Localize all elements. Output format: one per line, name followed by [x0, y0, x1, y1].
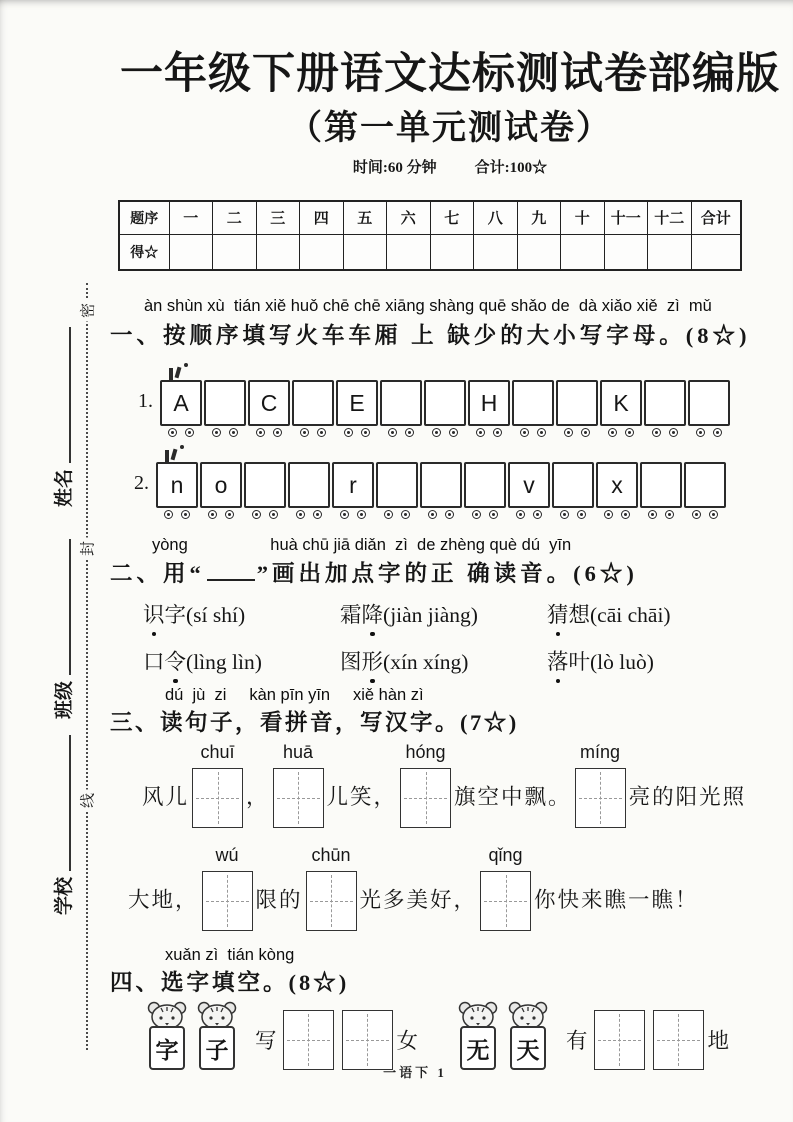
- wheel-icon: [181, 510, 190, 519]
- sentence-text: 旗空中飘。: [454, 785, 572, 809]
- dotted-char: 识: [143, 598, 165, 629]
- sentence-text: 大地，: [128, 888, 199, 912]
- car-letter: C: [260, 389, 278, 416]
- engine-chimney: [165, 450, 169, 463]
- q4-pinyin: xuǎn zì tián kòng: [165, 946, 295, 964]
- wheel-icon: [669, 428, 678, 437]
- letter-printed-box: [600, 380, 642, 426]
- sentence-text: 亮的阳光照: [628, 785, 747, 809]
- train-car: [332, 462, 374, 520]
- q3-title: 三、读句子，看拼音，写汉字。(7☆): [110, 710, 519, 735]
- train-car: [380, 380, 422, 438]
- train-car: [420, 462, 462, 520]
- class-input-line[interactable]: [69, 539, 71, 675]
- writing-grid[interactable]: [594, 1010, 645, 1070]
- engine-chimney: [169, 368, 173, 381]
- score-cell[interactable]: [474, 234, 518, 270]
- score-row-label: 得☆: [119, 234, 169, 270]
- wheel-icon: [168, 428, 177, 437]
- answer-box[interactable]: [192, 742, 243, 828]
- wheel-icon: [405, 428, 414, 437]
- item-post: 字(sí shí): [164, 603, 246, 627]
- item-pre: 图: [340, 650, 362, 674]
- car-wheels: [424, 428, 466, 438]
- q2-items: [143, 598, 671, 676]
- train-row-2: [134, 448, 726, 520]
- paper-main: [110, 0, 790, 1122]
- q3-line-2: [128, 845, 699, 931]
- box-pinyin: hóng: [405, 742, 446, 762]
- car-letter: E: [349, 389, 365, 416]
- q4-title: 四、选字填空。(8☆): [110, 970, 350, 995]
- writing-grid[interactable]: [202, 871, 253, 931]
- wheel-icon: [577, 510, 586, 519]
- q2-title-pre: 二、用“: [110, 561, 205, 586]
- train-cars: [160, 366, 730, 438]
- wheel-icon: [493, 428, 502, 437]
- wheel-icon: [533, 510, 542, 519]
- q1-title: 一、按顺序填写火车车厢 上 缺少的大小写字母。(8☆): [110, 323, 751, 348]
- score-cell[interactable]: [517, 234, 561, 270]
- car-wheels: [380, 428, 422, 438]
- seal-char-mi: 密: [77, 300, 98, 322]
- score-table-col-header: 十二: [648, 201, 692, 234]
- car-wheels: [332, 510, 374, 520]
- letter-printed-box: [156, 462, 198, 508]
- wheel-icon: [445, 510, 454, 519]
- wheel-icon: [581, 428, 590, 437]
- car-wheels: [468, 428, 510, 438]
- car-letter: x: [611, 471, 623, 498]
- class-label: 班级: [53, 680, 75, 719]
- wheel-icon: [625, 428, 634, 437]
- wheel-icon: [313, 510, 322, 519]
- seal-char-xian: 线: [77, 790, 98, 812]
- train-car: [464, 462, 506, 520]
- wheel-icon: [449, 428, 458, 437]
- score-table-col-header: 三: [256, 201, 300, 234]
- dotted-char: 落: [547, 645, 569, 676]
- car-wheels: [552, 510, 594, 520]
- score-cell[interactable]: [604, 234, 648, 270]
- score-cell[interactable]: [648, 234, 692, 270]
- sentence-text: 地: [707, 1029, 732, 1053]
- writing-grid[interactable]: [400, 768, 451, 828]
- train-car: [508, 462, 550, 520]
- car-wheels: [376, 510, 418, 520]
- car-wheels: [244, 510, 286, 520]
- car-wheels: [688, 428, 730, 438]
- q2-item[interactable]: [547, 598, 671, 629]
- item-post: (lìng lìn): [186, 650, 262, 674]
- q2-pinyin: yòng huà chū jiā diǎn zì de zhèng què dú yīn: [152, 536, 572, 554]
- wheel-icon: [432, 428, 441, 437]
- wheel-icon: [212, 428, 221, 437]
- train-car: [156, 462, 198, 520]
- dotted-char: 令: [165, 645, 187, 676]
- sentence-text: 写: [255, 1029, 279, 1053]
- wheel-icon: [357, 510, 366, 519]
- wheel-icon: [225, 510, 234, 519]
- train-car: [688, 380, 730, 438]
- tiger-card: [193, 1000, 241, 1070]
- score-table-col-header: 四: [300, 201, 344, 234]
- train-car: [600, 380, 642, 438]
- car-wheels: [596, 510, 638, 520]
- wheel-icon: [652, 428, 661, 437]
- train-car: [288, 462, 330, 520]
- car-wheels: [156, 510, 198, 520]
- train-car: [644, 380, 686, 438]
- letter-answer-box[interactable]: [292, 380, 334, 426]
- wheel-icon: [208, 510, 217, 519]
- train-cars: [156, 448, 726, 520]
- car-wheels: [600, 428, 642, 438]
- score-cell[interactable]: [561, 234, 605, 270]
- exam-info: [110, 156, 790, 177]
- letter-answer-box[interactable]: [512, 380, 554, 426]
- choice-char[interactable]: 子: [199, 1026, 235, 1070]
- train-car: [160, 380, 202, 438]
- letter-answer-box[interactable]: [376, 462, 418, 508]
- q4-row: [143, 1000, 731, 1070]
- score-table-col-header: 五: [343, 201, 387, 234]
- wheel-icon: [340, 510, 349, 519]
- wheel-icon: [648, 510, 657, 519]
- letter-answer-box[interactable]: [688, 380, 730, 426]
- score-cell[interactable]: [256, 234, 300, 270]
- school-input-line[interactable]: [69, 735, 71, 871]
- car-wheels: [512, 428, 554, 438]
- train-car: [552, 462, 594, 520]
- train-car: [200, 462, 242, 520]
- wheel-icon: [564, 428, 573, 437]
- wheel-icon: [388, 428, 397, 437]
- wheel-icon: [696, 428, 705, 437]
- train-car: [684, 462, 726, 520]
- train-number: 1.: [138, 390, 153, 412]
- car-wheels: [684, 510, 726, 520]
- writing-grid[interactable]: [480, 871, 531, 931]
- choice-char[interactable]: 天: [510, 1026, 546, 1070]
- letter-answer-box[interactable]: [552, 462, 594, 508]
- car-wheels: [288, 510, 330, 520]
- train-car: [640, 462, 682, 520]
- letter-answer-box[interactable]: [204, 380, 246, 426]
- letter-printed-box: [248, 380, 290, 426]
- letter-answer-box[interactable]: [464, 462, 506, 508]
- train-car: [244, 462, 286, 520]
- q3-line-1: [142, 742, 746, 828]
- dotted-char: 形: [362, 645, 384, 676]
- train-car: [596, 462, 638, 520]
- wheel-icon: [252, 510, 261, 519]
- letter-answer-box[interactable]: [288, 462, 330, 508]
- writing-grid[interactable]: [273, 768, 324, 828]
- score-cell[interactable]: [343, 234, 387, 270]
- answer-box[interactable]: [273, 742, 324, 828]
- answer-box[interactable]: [480, 845, 531, 931]
- wheel-icon: [665, 510, 674, 519]
- q2-item[interactable]: [340, 598, 547, 629]
- train-car: [336, 380, 378, 438]
- q2-item[interactable]: [143, 598, 340, 629]
- wheel-icon: [489, 510, 498, 519]
- score-cell[interactable]: [169, 234, 213, 270]
- letter-answer-box[interactable]: [556, 380, 598, 426]
- answer-box[interactable]: [202, 845, 253, 931]
- car-wheels: [200, 510, 242, 520]
- item-post: (xín xíng): [383, 650, 469, 674]
- choice-char[interactable]: 无: [460, 1026, 496, 1070]
- sentence-text: 女: [396, 1029, 421, 1053]
- wheel-icon: [604, 510, 613, 519]
- wheel-icon: [476, 428, 485, 437]
- wheel-icon: [164, 510, 173, 519]
- school-field: [49, 735, 75, 915]
- sentence-text: 限的: [255, 888, 303, 912]
- letter-answer-box[interactable]: [420, 462, 462, 508]
- page-footer: 一语下 1: [383, 1065, 447, 1080]
- train-car: [468, 380, 510, 438]
- train-car: [292, 380, 334, 438]
- car-letter: r: [349, 471, 357, 498]
- train-car: [248, 380, 290, 438]
- score-table-corner-label: 题序: [119, 201, 169, 234]
- score-table-total-header: 合计: [691, 201, 741, 234]
- page-subtitle: （第一单元测试卷）: [288, 109, 612, 147]
- writing-grid[interactable]: [192, 768, 243, 828]
- car-wheels: [508, 510, 550, 520]
- writing-grid[interactable]: [575, 768, 626, 828]
- wheel-icon: [273, 428, 282, 437]
- score-cell[interactable]: [691, 234, 741, 270]
- item-post: 叶(lò luò): [568, 650, 654, 674]
- car-wheels: [248, 428, 290, 438]
- car-letter: o: [214, 471, 228, 498]
- q2-title-post: ”画出加点字的正 确读音。(6☆): [256, 561, 638, 586]
- wheel-icon: [520, 428, 529, 437]
- letter-answer-box[interactable]: [424, 380, 466, 426]
- q3-pinyin: dú jù zi kàn pīn yīn xiě hàn zì: [165, 686, 424, 704]
- q2-title: [110, 556, 638, 588]
- wheel-icon: [692, 510, 701, 519]
- wheel-icon: [269, 510, 278, 519]
- dotted-char: 猜: [547, 598, 569, 629]
- score-table-col-header: 八: [474, 201, 518, 234]
- wheel-icon: [560, 510, 569, 519]
- tiger-card: [504, 1000, 552, 1070]
- seal-char-feng: 封: [77, 538, 98, 560]
- sentence-text: 光多美好，: [359, 888, 478, 912]
- train-car: [556, 380, 598, 438]
- item-pre: 霜: [340, 603, 362, 627]
- item-pre: 口: [143, 650, 165, 674]
- writing-grid[interactable]: [283, 1010, 334, 1070]
- car-wheels: [556, 428, 598, 438]
- train-car: [424, 380, 466, 438]
- letter-answer-box[interactable]: [684, 462, 726, 508]
- car-letter: v: [523, 471, 535, 498]
- wheel-icon: [472, 510, 481, 519]
- writing-grid[interactable]: [342, 1010, 393, 1070]
- score-table-col-header: 十: [561, 201, 605, 234]
- letter-printed-box: [160, 380, 202, 426]
- writing-grid[interactable]: [306, 871, 357, 931]
- wheel-icon: [317, 428, 326, 437]
- score-table-col-header: 七: [430, 201, 474, 234]
- name-field: [49, 327, 75, 507]
- wheel-icon: [256, 428, 265, 437]
- box-pinyin: qǐng: [488, 845, 523, 865]
- score-cell[interactable]: [387, 234, 431, 270]
- sentence-text: 风儿: [142, 785, 190, 809]
- letter-printed-box: [332, 462, 374, 508]
- seal-dotted-line: [86, 283, 88, 1050]
- name-label: 姓名: [53, 468, 75, 507]
- box-pinyin: huā: [283, 742, 314, 762]
- wheel-icon: [621, 510, 630, 519]
- box-pinyin: míng: [580, 742, 621, 762]
- train-car: [376, 462, 418, 520]
- writing-grid[interactable]: [653, 1010, 704, 1070]
- score-cell[interactable]: [213, 234, 257, 270]
- score-table-col-header: 十一: [604, 201, 648, 234]
- letter-answer-box[interactable]: [244, 462, 286, 508]
- car-wheels: [336, 428, 378, 438]
- wheel-icon: [361, 428, 370, 437]
- sentence-text: ，: [246, 785, 270, 809]
- letter-answer-box[interactable]: [644, 380, 686, 426]
- car-wheels: [464, 510, 506, 520]
- wheel-icon: [401, 510, 410, 519]
- tiger-card: [143, 1000, 191, 1070]
- letter-answer-box[interactable]: [640, 462, 682, 508]
- q2-item[interactable]: [340, 645, 547, 676]
- answer-box[interactable]: [400, 742, 451, 828]
- time-limit: 时间:60 分钟: [352, 160, 437, 176]
- tiger-card: [454, 1000, 502, 1070]
- sentence-text: 你快来瞧一瞧！: [534, 888, 699, 912]
- car-wheels: [640, 510, 682, 520]
- wheel-icon: [344, 428, 353, 437]
- letter-printed-box: [336, 380, 378, 426]
- letter-answer-box[interactable]: [380, 380, 422, 426]
- page-title: 一年级下册语文达标测试卷部编版: [120, 50, 780, 98]
- train-number: 2.: [134, 472, 149, 494]
- score-table-header-row: [119, 201, 741, 234]
- sentence-text: 有: [566, 1029, 590, 1053]
- car-wheels: [644, 428, 686, 438]
- school-label: 学校: [53, 876, 75, 915]
- car-letter: H: [480, 389, 498, 416]
- wheel-icon: [229, 428, 238, 437]
- wheel-icon: [185, 428, 194, 437]
- name-input-line[interactable]: [69, 327, 71, 463]
- box-pinyin: chuī: [200, 742, 235, 762]
- wheel-icon: [713, 428, 722, 437]
- wheel-icon: [428, 510, 437, 519]
- q1-pinyin: àn shùn xù tián xiě huǒ chē chē xiāng shàng quē shǎo de dà xiǎo xiě zì mǔ: [144, 297, 712, 315]
- total-score: 合计:100☆: [474, 160, 548, 176]
- train-car: [512, 380, 554, 438]
- car-wheels: [160, 428, 202, 438]
- letter-printed-box: [596, 462, 638, 508]
- item-post: (jiàn jiàng): [383, 603, 478, 627]
- choice-char[interactable]: 字: [149, 1026, 185, 1070]
- answer-box[interactable]: [575, 742, 626, 828]
- score-cell[interactable]: [300, 234, 344, 270]
- score-table: [118, 200, 742, 271]
- q2-item[interactable]: [547, 645, 671, 676]
- car-wheels: [292, 428, 334, 438]
- train-row-1: [138, 366, 730, 438]
- item-post: 想(cāi chāi): [568, 603, 671, 627]
- box-pinyin: chūn: [311, 845, 351, 865]
- car-wheels: [420, 510, 462, 520]
- score-table-col-header: 九: [517, 201, 561, 234]
- car-letter: n: [170, 471, 184, 498]
- letter-printed-box: [200, 462, 242, 508]
- q2-underline-mark: [207, 559, 255, 582]
- train-car: [204, 380, 246, 438]
- car-letter: K: [613, 389, 629, 416]
- sentence-text: 儿笑，: [326, 785, 398, 809]
- letter-printed-box: [468, 380, 510, 426]
- wheel-icon: [709, 510, 718, 519]
- score-table-col-header: 二: [213, 201, 257, 234]
- wheel-icon: [537, 428, 546, 437]
- car-wheels: [204, 428, 246, 438]
- dotted-char: 降: [362, 598, 384, 629]
- score-cell[interactable]: [430, 234, 474, 270]
- score-table-col-header: 一: [169, 201, 213, 234]
- box-pinyin: wú: [215, 845, 239, 865]
- q2-item[interactable]: [143, 645, 340, 676]
- wheel-icon: [300, 428, 309, 437]
- wheel-icon: [516, 510, 525, 519]
- answer-box[interactable]: [306, 845, 357, 931]
- wheel-icon: [608, 428, 617, 437]
- score-table-score-row: [119, 234, 741, 270]
- wheel-icon: [296, 510, 305, 519]
- score-table-col-header: 六: [387, 201, 431, 234]
- letter-printed-box: [508, 462, 550, 508]
- class-field: [49, 539, 75, 719]
- wheel-icon: [384, 510, 393, 519]
- car-letter: A: [173, 389, 189, 416]
